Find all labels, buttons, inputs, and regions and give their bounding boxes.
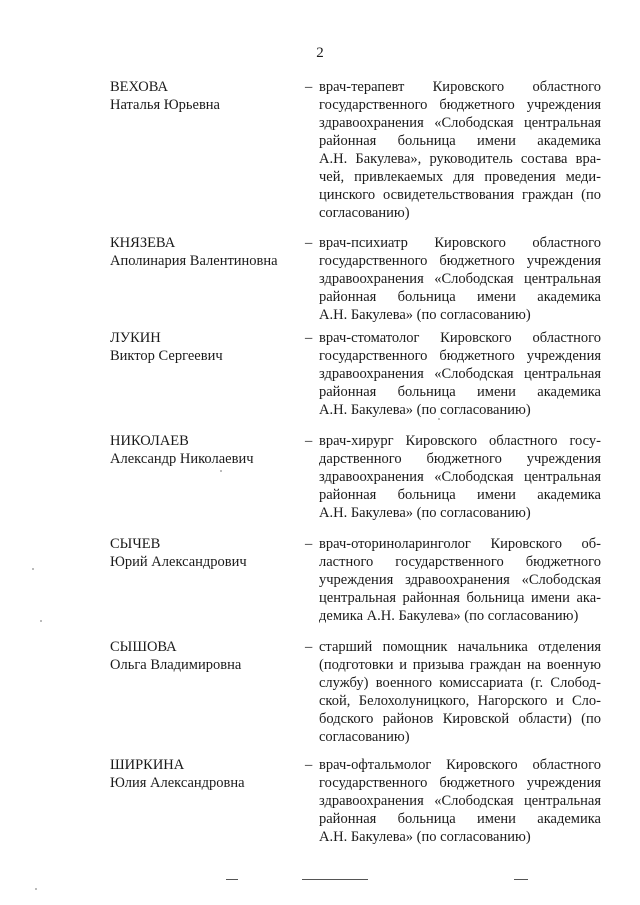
role-line: здравоохранения «Слободская центральная [319,366,601,382]
role-line: А.Н. Бакулева» (по согласованию) [319,829,531,845]
role-line: государственного бюджетного учреждения [319,253,601,269]
role-line: согласованию) [319,205,410,221]
scan-speck [35,888,37,890]
member-role [319,756,601,846]
role-line: государственного бюджетного учреждения [319,348,601,364]
member-name [110,432,305,468]
role-line: районная больница имени академика [319,133,601,149]
member-given-name: Виктор Сергеевич [110,348,223,364]
scan-speck [438,418,440,420]
role-line: дарственного бюджетного учреждения [319,451,601,467]
role-line: А.Н. Бакулева», руководитель состава вра- [319,151,601,167]
separator-dash: – [305,330,313,346]
role-line: районная больница имени академика [319,384,601,400]
role-line: (подготовки и призыва граждан на военную [319,657,601,673]
role-line: врач-психиатр Кировского областного [319,235,601,251]
role-line: районная больница имени академика [319,289,601,305]
role-line: районная больница имени академика [319,811,601,827]
member-surname: КНЯЗЕВА [110,235,176,251]
role-line: А.Н. Бакулева» (по согласованию) [319,505,531,521]
member-surname: НИКОЛАЕВ [110,433,189,449]
member-surname: СЫЧЕВ [110,536,161,552]
role-line: здравоохранения «Слободская центральная [319,469,601,485]
member-given-name: Юрий Александрович [110,554,247,570]
member-given-name: Наталья Юрьевна [110,97,220,113]
role-line: ластного государственного бюджетного [319,554,601,570]
member-role [319,432,601,522]
separator-dash: – [305,757,313,773]
role-line: государственного бюджетного учреждения [319,97,601,113]
scan-speck [32,568,34,570]
role-line: согласованию) [319,729,410,745]
role-line: центральная районная больница имени ака- [319,590,601,606]
footer-rule-right [514,879,528,880]
member-role [319,78,601,222]
role-line: бодского районов Кировской области) (по [319,711,601,727]
role-line: врач-терапевт Кировского областного [319,79,601,95]
role-line: здравоохранения «Слободская центральная [319,793,601,809]
scan-speck [220,470,222,472]
member-role [319,638,601,746]
member-surname: ВЕХОВА [110,79,168,95]
role-line: здравоохранения «Слободская центральная [319,271,601,287]
member-name [110,638,305,674]
member-given-name: Ольга Владимировна [110,657,242,673]
member-role [319,329,601,419]
separator-dash: – [305,639,313,655]
member-given-name: Аполинария Валентиновна [110,253,278,269]
member-name [110,535,305,571]
role-line: государственного бюджетного учреждения [319,775,601,791]
role-line: А.Н. Бакулева» (по согласованию) [319,307,531,323]
role-line: здравоохранения «Слободская центральная [319,115,601,131]
footer-rule-center [302,879,368,880]
role-line: ской, Белохолуницкого, Нагорского и Сло- [319,693,601,709]
separator-dash: – [305,536,313,552]
role-line: врач-стоматолог Кировского областного [319,330,601,346]
role-line: цинского освидетельствования граждан (по [319,187,601,203]
footer-rule-left [226,879,238,880]
role-line: врач-офтальмолог Кировского областного [319,757,601,773]
member-surname: ЛУКИН [110,330,161,346]
scan-speck [40,620,42,622]
member-given-name: Юлия Александровна [110,775,245,791]
separator-dash: – [305,79,313,95]
role-line: А.Н. Бакулева» (по согласованию) [319,402,531,418]
role-line: врач-хирург Кировского областного госу- [319,433,601,449]
page-number: 2 [316,45,324,61]
member-name [110,78,305,114]
member-given-name: Александр Николаевич [110,451,254,467]
role-line: службу) военного комиссариата (г. Слобод- [319,675,601,691]
role-line: врач-оториноларинголог Кировского об- [319,536,601,552]
member-role [319,234,601,324]
member-name [110,329,305,365]
member-name [110,756,305,792]
separator-dash: – [305,433,313,449]
role-line: районная больница имени академика [319,487,601,503]
role-line: старший помощник начальника отделения [319,639,601,655]
member-name [110,234,305,270]
role-line: чей, привлекаемых для проведения меди- [319,169,601,185]
member-surname: ШИРКИНА [110,757,185,773]
member-role [319,535,601,625]
member-surname: СЫШОВА [110,639,177,655]
separator-dash: – [305,235,313,251]
role-line: учреждения здравоохранения «Слободская [319,572,601,588]
role-line: демика А.Н. Бакулева» (по согласованию) [319,608,579,624]
